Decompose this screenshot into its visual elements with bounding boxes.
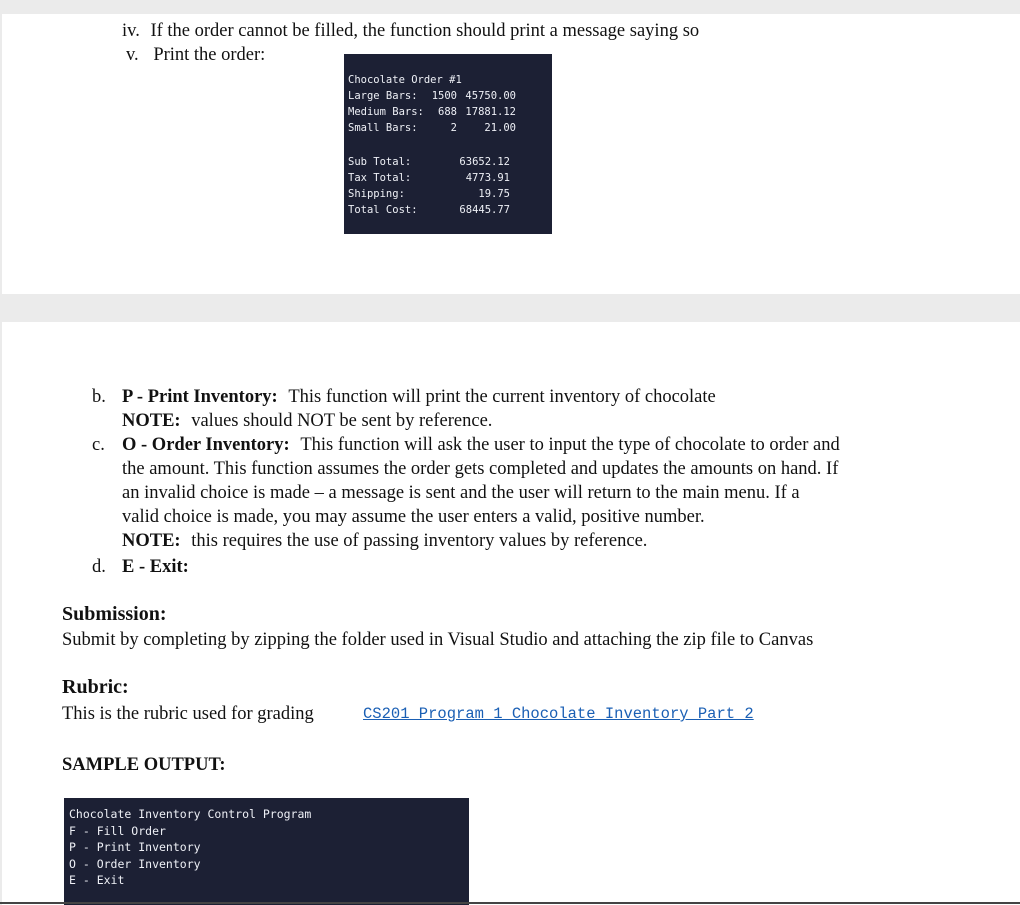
document-page-2 [2,322,1020,905]
list-item-iv [122,19,699,43]
total-label: Shipping: [348,188,405,200]
total-amount: 4773.91 [465,172,510,184]
note-label: NOTE: [122,411,181,431]
item-text: This function will print the current inventory of chocolate [288,387,716,407]
order-row-amount: 17881.12 [465,106,516,118]
order-console-screenshot [344,54,552,234]
order-row-label: Small Bars: [348,122,418,134]
total-label: Sub Total: [348,156,412,168]
list-item-v [126,43,265,67]
list-item-d [122,555,189,579]
total-amount: 68445.77 [459,204,510,216]
order-row-amount: 21.00 [484,122,516,134]
note-text: values should NOT be sent by reference. [191,411,493,431]
total-label: Tax Total: [348,172,412,184]
document-page-1 [2,14,1020,294]
page-edge-divider [0,902,1020,904]
item-text-line: an invalid choice is made – a message is sent and the user will return to the main menu. If a [122,483,800,503]
order-row-qty: 2 [450,122,457,134]
list-marker: c. [92,435,105,455]
note-label: NOTE: [122,531,181,551]
order-row-label: Large Bars: [348,90,418,102]
list-item-b [122,385,716,409]
total-label: Total Cost: [348,204,418,216]
total-amount: 63652.12 [459,156,510,168]
menu-option: F - Fill Order [69,823,166,838]
order-title: Chocolate Order #1 [348,74,462,86]
item-text: This function will ask the user to input the type of chocolate to order and [300,435,840,455]
order-row-label: Medium Bars: [348,106,424,118]
item-heading: O - Order Inventory: [122,435,290,455]
list-marker: v. [126,45,139,65]
order-row-qty: 1500 [431,90,457,102]
note-text: this requires the use of passing inventory values by reference. [191,531,648,551]
sample-output-heading: SAMPLE OUTPUT: [62,755,226,775]
list-item-c [122,433,840,457]
menu-option: E - Exit [69,873,125,887]
menu-option: P - Print Inventory [69,840,201,854]
submission-text: Submit by completing by zipping the folder used in Visual Studio and attaching the zip file to Canvas [62,630,814,650]
menu-title: Chocolate Inventory Control Program [69,807,312,821]
list-marker: d. [92,557,106,577]
list-marker: b. [92,387,106,407]
list-item-text: Print the order: [153,45,266,65]
rubric-link[interactable]: CS201 Program 1 Chocolate Inventory Part 2 [363,705,754,723]
item-text-line: valid choice is made, you may assume the user enters a valid, positive number. [122,507,705,527]
note-line [122,409,492,433]
item-heading: E - Exit: [122,557,189,577]
item-heading: P - Print Inventory: [122,387,278,407]
list-marker: iv. [122,21,140,41]
list-item-text: If the order cannot be filled, the function should print a message saying so [150,21,700,41]
order-row-qty: 688 [438,106,457,118]
menu-option: O - Order Inventory [69,856,201,871]
menu-console-screenshot [64,798,469,905]
submission-heading: Submission: [62,603,167,625]
total-amount: 19.75 [478,188,510,200]
rubric-text: This is the rubric used for grading [62,704,314,724]
rubric-heading: Rubric: [62,676,129,698]
note-line [122,529,647,553]
order-row-amount: 45750.00 [465,90,516,102]
item-text-line: the amount. This function assumes the order gets completed and updates the amounts on hand. If [122,459,839,479]
